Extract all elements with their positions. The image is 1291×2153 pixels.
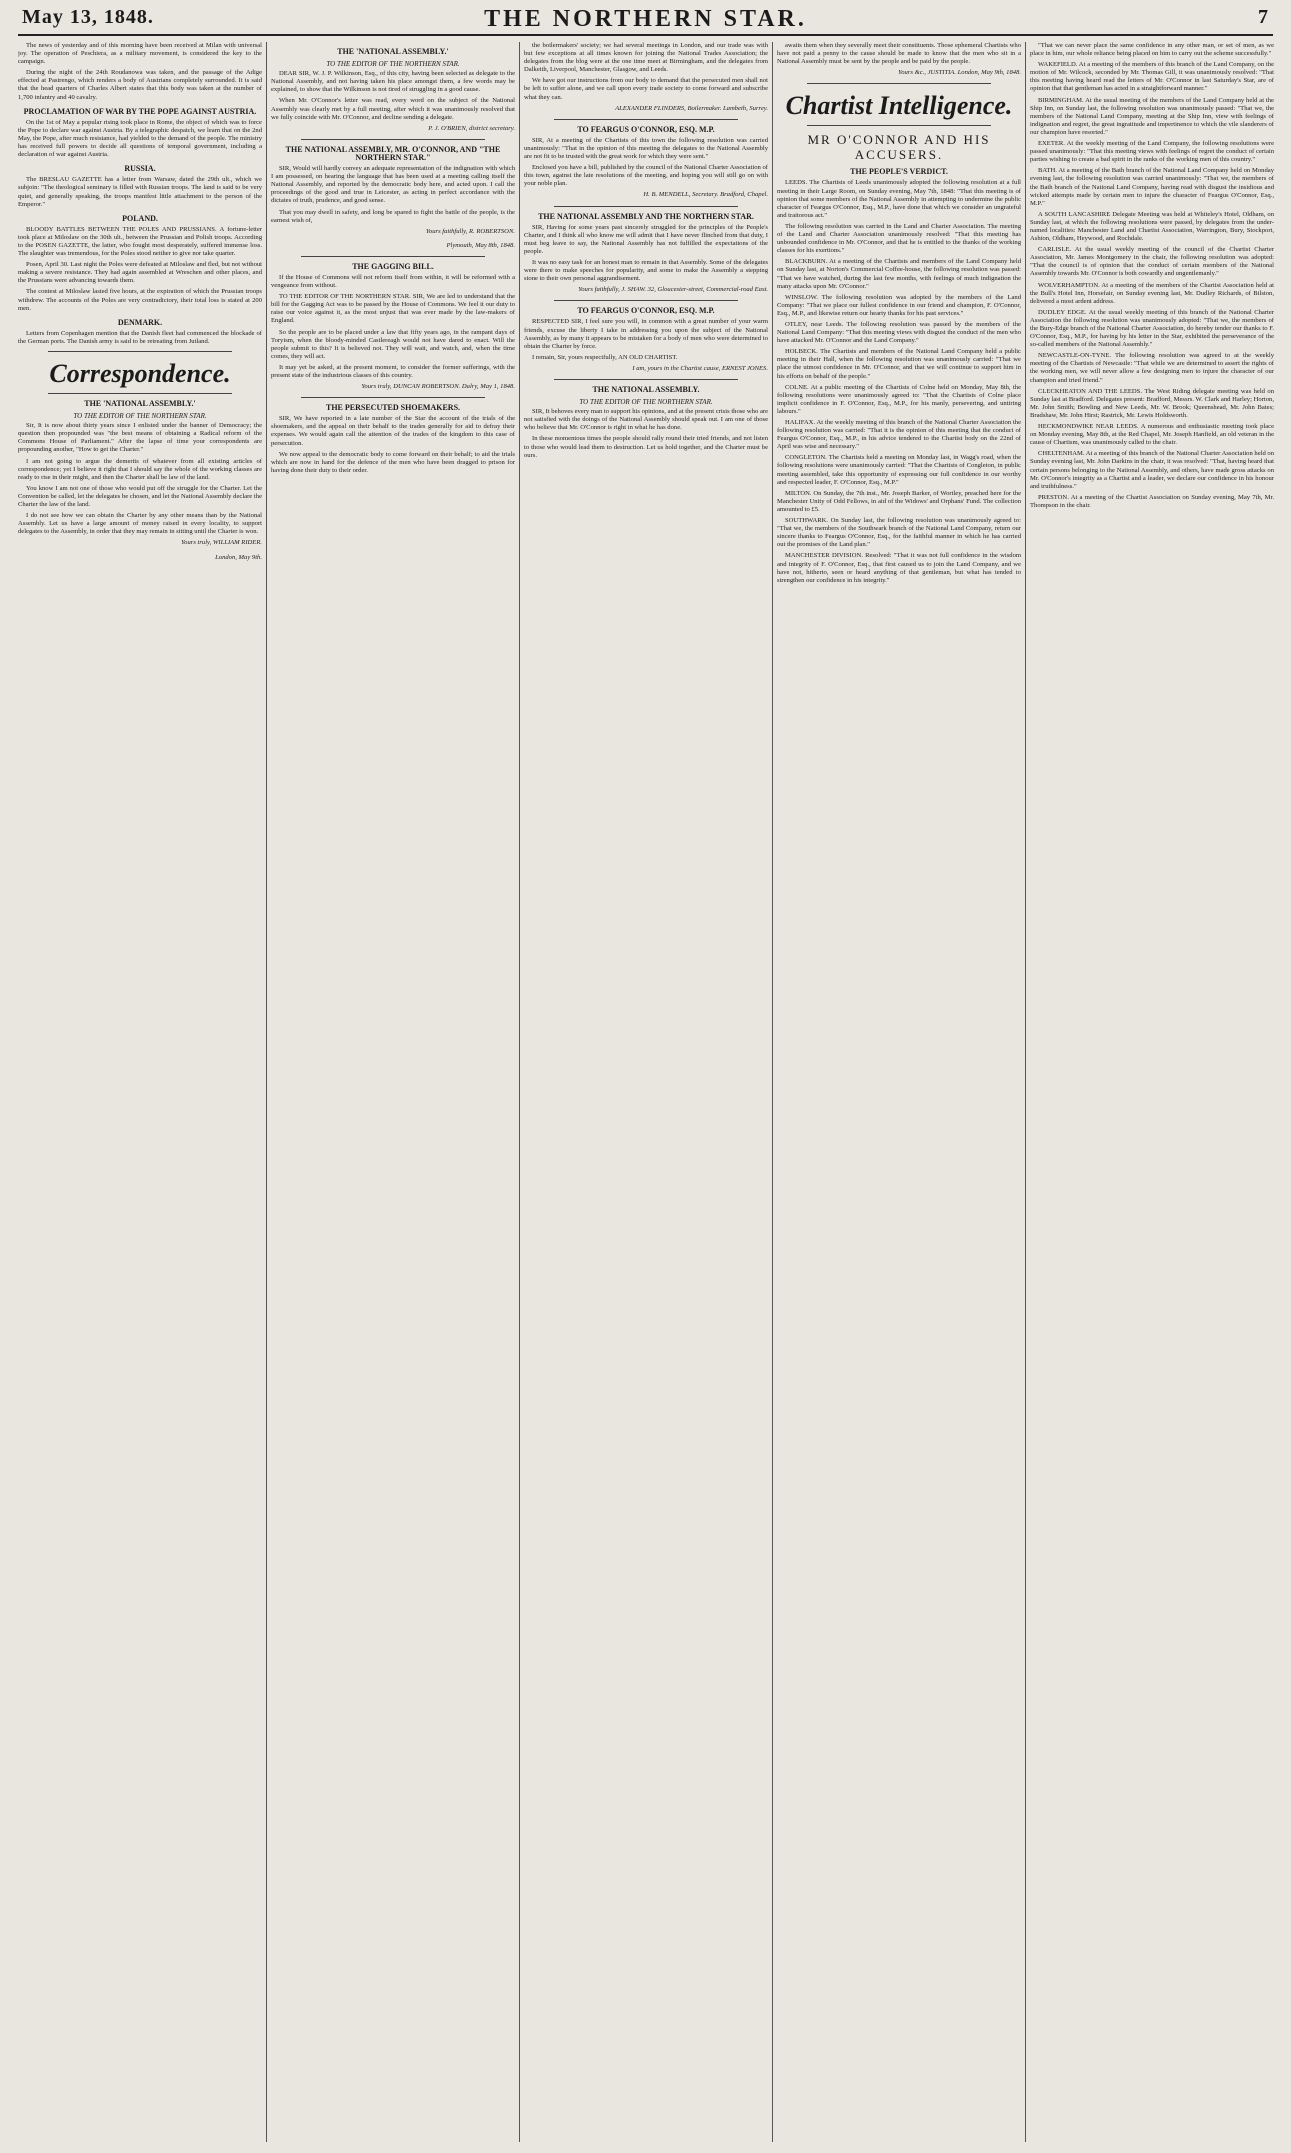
- dateline: Plymouth, May 8th, 1848.: [446, 241, 515, 249]
- article-paragraph: "That we can never place the same confidence in any other man, or set of men, as we place in him, our whole reliance being placed on him to carry out the scheme successfully.": [1030, 42, 1274, 58]
- article-paragraph: You know I am not one of those who would put off the struggle for the Charter. Let the Convention be called, let the delegates be chosen, and let the National Assembly declare the Charter the law of the land.: [18, 484, 262, 509]
- article-paragraph: I do not see how we can obtain the Charter by any other means than by the National Assembly. Let us have a large amount of money raised in every locality, to support delegates to the Assembly, in order that they may remain in sitting until the Charter is won.: [18, 512, 262, 536]
- article-paragraph: MILTON. On Sunday, the 7th inst., Mr. Joseph Barker, of Wortley, preached here for the Manchester Unity of Odd Fellows, in aid of the Widows' and Orphans' Fund. The collection amounted to £5.: [777, 489, 1021, 513]
- section-heading: THE PEOPLE'S VERDICT.: [850, 167, 948, 177]
- article-paragraph: WOLVERHAMPTON. At a meeting of the members of the Chartist Association held at the Bull's Hotel Inn, Horsefair, on Sunday evening last, Mr. Dudley Richards, of Bilston, delivered a most ardent address.: [1030, 281, 1274, 305]
- article-paragraph: BLOODY BATTLES BETWEEN THE POLES AND PRUSSIANS. A fortune-letter took place at Miloslaw on the 30th ult., between the Prussian and Polish troops. According to the POSEN GAZETTE, the latter, who fought most desperately, suffered immense loss. The slaughter was tremendous, for the Poles stood neither to give nor take quarter.: [18, 225, 262, 258]
- dateline: London, May 9th.: [215, 553, 262, 561]
- section-heading: THE NATIONAL ASSEMBLY AND THE NORTHERN STAR.: [538, 211, 754, 221]
- article-paragraph: The BRESLAU GAZETTE has a letter from Warsaw, dated the 29th ult., which we subjoin: "The theological seminary is filled with Russian troops. The land is said to be very quiet, and generally speaking, the troops manifest little attachment to the person of the Emperor.": [18, 176, 262, 208]
- article-paragraph: SIR, At a meeting of the Chartists of this town the following resolution was carried unanimously: "That in the opinion of this meeting the delegates to the National Assembly are not fit to be trusted with the great work for which they were sent.": [524, 136, 768, 161]
- article-paragraph: LEEDS. The Chartists of Leeds unanimously adopted the following resolution at a full meeting in their Large Room, on Sunday evening, May 7th, 1848: "That this meeting is of opinion that some members of the National Assembly in attempting to undermine the public character of Feargus O'Connor, Esq., M.P., have done that which we consider an ungrateful and traitorous act.": [777, 179, 1021, 219]
- signature: Yours truly, WILLIAM RIDER.: [181, 539, 262, 547]
- article-paragraph: That you may dwell in safety, and long be spared to fight the battle of the people, is the earnest wish of,: [271, 208, 515, 224]
- article-paragraph: We now appeal to the democratic body to come forward on their behalf; to aid the trials which are now in hand for the defence of the men who have been dragged to prison for having done their duty to their order.: [271, 450, 515, 474]
- divider: [301, 256, 485, 257]
- article-paragraph: CLECKHEATON AND THE LEEDS. The West Riding delegate meeting was held on Sunday last at Bradford. Delegates present: Bradford, Messrs. W. Clark and Harley; Horton, Mr. John Smith; Bowling and New Leeds, Mr. W. Brook; Queenshead, Mr. John Bates; Bradshaw, Mr. John Hirst; Rastrick, Mr. Lewis Holdsworth.: [1030, 387, 1274, 419]
- divider: [301, 397, 485, 398]
- article-paragraph: So the people are to be placed under a law that fifty years ago, in the rampant days of Toryism, when the bloody-minded Castlereagh would not have dared to enact. Will the people submit to this? It is believed not. They will wait, and watch, and, when the time comes, they will act.: [271, 328, 515, 360]
- section-heading: RUSSIA.: [124, 164, 156, 174]
- article-paragraph: DUDLEY EDGE. At the usual weekly meeting of this branch of the National Charter Association the following resolution was unanimously adopted: "That we, the members of the Bury-Edge branch of the National Charter Association, do hereby tender our thanks to F. O'Connor, Esq., M.P., for having by his letter in the Star, exhibited the perseverance of the so-called members of the National Assembly.": [1030, 308, 1274, 349]
- section-heading: THE NATIONAL ASSEMBLY, MR. O'CONNOR, AND "THE NORTHERN STAR.": [285, 144, 501, 162]
- signature: Yours &c., JUSTITIA. London, May 9th, 1848.: [898, 69, 1021, 77]
- column-rule: [519, 42, 520, 2142]
- column-rule: [772, 42, 773, 2142]
- article-paragraph: EXETER. At the weekly meeting of the Land Company, the following resolutions were passed unanimously: "That this meeting views with feelings of regret the conduct of certain parties wishing to create a bad spirit in the ranks of the working men of this country.": [1030, 140, 1274, 164]
- article-paragraph: Enclosed you have a bill, published by the council of the National Charter Association of this town, against the late resolutions of the meeting, and hoping you will still go on with your noble plan.: [524, 164, 768, 188]
- column-3: [524, 42, 768, 2142]
- article-paragraph: TO THE EDITOR OF THE NORTHERN STAR. SIR, We are led to understand that the bill for the Gagging Act was to be passed by the House of Commons. We feel it our duty to raise our voice against it, as the most unjust that was ever made by the law-makers of England.: [271, 293, 515, 325]
- divider: [554, 119, 738, 120]
- signature: H. B. MENDELL, Secretary. Bradford, Chapel.: [643, 191, 768, 199]
- article-paragraph: The news of yesterday and of this morning have been received at Milan with universal joy. The operation of Peschiera, as a military movement, is considered the key to the campaign.: [18, 42, 262, 66]
- article-paragraph: BATH. At a meeting of the Bath branch of the National Land Company held on Monday evening last, the following resolution was carried unanimously: "That we, the members of the Bath branch of the National Land Company, having read with disgust the insidious and wicked attempts made by certain men to injure the character of Feargus O'Connor, Esq., M.P.": [1030, 167, 1274, 207]
- article-paragraph: If the House of Commons will not reform itself from within, it will be reformed with a vengeance from without.: [271, 273, 515, 290]
- issue-date: May 13, 1848.: [22, 6, 154, 28]
- article-paragraph: I remain, Sir, yours respectfully, AN OLD CHARTIST.: [532, 353, 678, 361]
- column-1: [18, 42, 262, 2142]
- divider: [807, 83, 991, 84]
- article-paragraph: OTLEY, near Leeds. The following resolution was passed by the members of the National Land Company: "That this meeting views with disgust the conduct of the men who have attacked Mr. O'Connor and the Land Company.": [777, 320, 1021, 345]
- article-paragraph: SIR, Having for some years past sincerely struggled for the principles of the People's Charter, and I think all who know me will admit that I have never flinched from that duty, I must beg leave to say, the National Assembly has not fulfilled the expectations of the people.: [524, 223, 768, 255]
- section-heading: TO FEARGUS O'CONNOR, ESQ. M.P.: [577, 124, 715, 134]
- divider: [807, 125, 991, 126]
- section-heading: POLAND.: [122, 213, 158, 223]
- article-paragraph: SOUTHWARK. On Sunday last, the following resolution was unanimously agreed to: "That we, the members of the Southwark branch of the National Land Company, return our sincere thanks to Feargus O'Connor, Esq., for the faithful manner in which he has carried out the promises of the Land plan.": [777, 517, 1021, 549]
- article-paragraph: CONGLETON. The Chartists held a meeting on Monday last, in Wagg's road, when the following resolutions were unanimously carried: "That the Chartists of Congleton, in public meeting assembled, take this opportunity of expressing our full confidence in our worthy and respected leader, F. O'Connor, Esq., M.P.": [777, 454, 1021, 486]
- subheading: TO THE EDITOR OF THE NORTHERN STAR.: [73, 412, 207, 421]
- section-heading: PROCLAMATION OF WAR BY THE POPE AGAINST AUSTRIA.: [23, 106, 257, 116]
- masthead: [18, 4, 1273, 36]
- article-paragraph: awaits them when they severally meet their constituents. Those ephemeral Chartists who have not paid a penny to the cause should be made to know that the men who sit in a National Assembly must be sent by the people and be paid by the people.: [777, 42, 1021, 66]
- page-number: 7: [1258, 6, 1269, 28]
- subheading: TO THE EDITOR OF THE NORTHERN STAR.: [579, 398, 713, 407]
- article-paragraph: During the night of the 24th Roudanowa was taken, and the passage of the Adige effected at Pastrengo, which renders a body of Austrians completely surrounded. It is said that the head quarters of Charles Albert states that this body was taken at the number of 1,700 infantry and 40 cavalry.: [18, 69, 262, 101]
- divider: [301, 139, 485, 140]
- column-rule: [1025, 42, 1026, 2142]
- subheading: TO THE EDITOR OF THE NORTHERN STAR.: [326, 60, 460, 69]
- divider: [554, 300, 738, 301]
- section-heading: THE 'NATIONAL ASSEMBLY.': [337, 47, 449, 56]
- article-paragraph: It may yet be asked, at the present moment, to consider the former sufferings, with the present state of the industrious classes of this country.: [271, 363, 515, 379]
- article-paragraph: Posen, April 30. Last night the Poles were defeated at Miloslaw and fled, but not without making a severe resistance. They had again assembled at Wreschen and other places, and the Prussians were advancing towards them.: [18, 261, 262, 285]
- headline: MR O'CONNOR AND HIS ACCUSERS.: [807, 132, 991, 163]
- article-paragraph: WAKEFIELD. At a meeting of the members of this branch of the Land Company, on the motion of Mr. Wilcock, seconded by Mr. Thomas Gill, it was unanimously resolved: "That this meeting having heard read the letters of Mr. O'Connor in last Saturday's Star, are of opinion that that gentleman has acted in a straightforward manner.": [1030, 61, 1274, 93]
- column-rule: [266, 42, 267, 2142]
- article-paragraph: Sir, It is now about thirty years since I enlisted under the banner of Democracy; the question then propounded was "the best means of obtaining a Radical reform of the Commons House of Parliament." After the lapse of time your correspondents are propounding another, "How to get the Charter.": [18, 422, 262, 454]
- article-paragraph: the boilermakers' society; we had several meetings in London, and our trade was with but few exceptions at all times known for joining the National Trades Association; the delegates from the blog were at the one time meet at Birmingham, and the delegates from Dalkeith, Liverpool, Manchester, Glasgow, and Leeds.: [524, 42, 768, 74]
- signature: ALEXANDER FLINDERS, Boilermaker. Lambeth, Surrey.: [615, 104, 768, 112]
- section-heading: THE GAGGING BILL.: [352, 261, 434, 271]
- newspaper-title: THE NORTHERN STAR.: [484, 6, 807, 32]
- article-paragraph: In these momentous times the people should rally round their tried friends, and not listen to those who would lead them to destruction. Let us hold together, and the Charter must be ours.: [524, 435, 768, 459]
- article-paragraph: NEWCASTLE-ON-TYNE. The following resolution was agreed to at the weekly meeting of the Chartists of Newcastle: "That while we are determined to assert the rights of the working men, we will never allow a few designing men to injure the character of our champion and tried friend.": [1030, 352, 1274, 384]
- article-paragraph: SIR, We have reported in a late number of the Star the account of the trials of the shoemakers, and the appeal on their behalf to the trades generally for aid to defray their expenses. We would again call the attention of the trades of the kingdom to this case of persecution.: [271, 415, 515, 447]
- article-paragraph: HALIFAX. At the weekly meeting of this branch of the National Charter Association the following resolution was carried: "That it is the opinion of this meeting that the conduct of Feargus O'Connor, Esq., M.P., in his advice tendered to the Chartist body on the 22nd of April was wise and necessary.": [777, 419, 1021, 451]
- signature: Yours faithfully, J. SHAW. 32, Gloucester-street, Commercial-road East.: [578, 286, 768, 294]
- article-paragraph: BLACKBURN. At a meeting of the Chartists and members of the Land Company held on Sunday last, at Norton's Commercial Coffee-house, the following resolution was passed: "That we have watched, during the last few months, with feelings of much indignation the many attacks upon Mr. O'Connor.": [777, 258, 1021, 290]
- article-paragraph: CHELTENHAM. At a meeting of this branch of the National Charter Association held on Sunday evening last, Mr. John Darkins in the chair, it was resolved: "That, having heard that certain persons belonging to the National Assembly, and others, have made gross attacks on Mr. O'Connor's integrity as a Chartist and a leader, we declare our confidence in his honour and truthfulness.": [1030, 450, 1274, 490]
- article-paragraph: When Mr. O'Connor's letter was read, every word on the subject of the National Assembly was clearly met by a full meeting, after which it was unanimously resolved that we fully coincide with Mr. O'Connor, and decline sending a delegate.: [271, 97, 515, 121]
- divider: [554, 379, 738, 380]
- section-heading: THE PERSECUTED SHOEMAKERS.: [325, 403, 461, 413]
- article-paragraph: It was no easy task for an honest man to remain in that Assembly. Some of the delegates were there to make speeches for popularity, and some to make the Assembly a stepping stone to their own personal aggrandisement.: [524, 258, 768, 283]
- article-paragraph: Letters from Copenhagen mention that the Danish fleet had commenced the blockade of the German ports. The Danish army is said to be retreating from Jutland.: [18, 329, 262, 345]
- article-paragraph: BIRMINGHAM. At the usual meeting of the members of the Land Company held at the Ship Inn, on Sunday last, the following resolution was unanimously passed: "That we, the members of the National Land Company, meeting at the Ship Inn, view with feelings of indignation and regret, the great ingratitude and impertinence to which the vile slanderers of our champion have resorted.": [1030, 96, 1274, 136]
- article-paragraph: CARLISLE. At the usual weekly meeting of the council of the Chartist Charter Association, Mr. James Montgomery in the chair, the following resolution was adopted: "That the council is of opinion that the conduct of certain members of the National Assembly towards Mr. O'Connor is both cowardly and ungentlemanly.": [1030, 246, 1274, 278]
- section-heading: TO FEARGUS O'CONNOR, ESQ. M.P.: [577, 306, 715, 316]
- article-paragraph: The contest at Miloslaw lasted five hours, at the expiration of which the Prussian troops withdrew. The accounts of the Poles are very contradictory, their total loss is stated at 200 men.: [18, 288, 262, 312]
- signature: I am, yours in the Chartist cause, ERNEST JONES.: [632, 364, 768, 372]
- article-paragraph: HOLBECK. The Chartists and members of the National Land Company held a public meeting in their Hall, when the following resolution was unanimously carried: "That we place the utmost confidence in Mr. O'Connor, and that we will continue to support him in his efforts on behalf of the people.": [777, 348, 1021, 380]
- article-paragraph: SIR, It behoves every man to support his opinions, and at the present crisis those who are not satisfied with the doings of the National Assembly should speak out. I am one of those who believe that Mr. O'Connor is right in what he has done.: [524, 408, 768, 432]
- signature: P. J. O'BRIEN, district secretary.: [428, 124, 515, 132]
- column-4: [777, 42, 1021, 2142]
- article-paragraph: The following resolution was carried in the Land and Charter Association. The meeting of the Land and Charter Association unanimously resolved: "That this meeting has unbounded confidence in Mr. O'Connor, and that he is entitled to the thanks of the working classes for his exertions.": [777, 222, 1021, 255]
- article-paragraph: RESPECTED SIR, I feel sure you will, in common with a great number of your warm friends, excuse the liberty I take in addressing you upon the subject of the National Assembly, as by many it appears to be mistaken for a body of men who were determined to obtain the Charter by force.: [524, 318, 768, 350]
- section-banner: Chartist Intelligence.: [785, 91, 1013, 121]
- section-heading: THE NATIONAL ASSEMBLY.: [592, 385, 700, 394]
- article-paragraph: HECKMONDWIKE NEAR LEEDS. A numerous and enthusiastic meeting took place on Monday evening, May 8th, at the Red Chapel, Mr. Joseph Hanfield, an old veteran in the cause of Chartism, was unanimously called to the chair.: [1030, 423, 1274, 447]
- article-paragraph: SIR, Would will hardly convey an adequate representation of the indignation with which I am possessed, on hearing the language that has been used at a meeting calling itself the National Assembly, and reported by the democratic body here, and acted upon. I call the proceedings of the good and true in Leicester, as acting in perfect accordance with the dictates of truth, prudence, and good sense.: [271, 165, 515, 205]
- article-paragraph: COLNE. At a public meeting of the Chartists of Colne held on Monday, May 8th, the following resolutions were unanimously agreed to: "That the Chartists of Colne place implicit confidence in F. O'Connor, Esq., M.P., for his manly, persevering, and untiring labours.": [777, 383, 1021, 415]
- article-paragraph: A SOUTH LANCASHIRE Delegate Meeting was held at Whiteley's Hotel, Oldham, on Sunday last, at which the following resolutions were passed, by delegates from the under-named localities: Manchester Land and Chartist Association, Warrington, Bury, Stockport, Ashton, Oldham, Heywood, and Rochdale.: [1030, 210, 1274, 243]
- divider: [554, 206, 738, 207]
- article-paragraph: I am not going to argue the demerits of whatever from all existing articles of correspondence; yet I believe it right that I should say the whole of the working classes are ready to rise in their might, and then the Charter shall be law of the land.: [18, 457, 262, 481]
- article-paragraph: MANCHESTER DIVISION. Resolved: "That it was not full confidence in the wisdom and integrity of F. O'Connor, Esq., that first caused us to join the Land Company, and we have not, hitherto, seen or heard anything of that gentleman, but what has tended to strengthen our confidence in his integrity.": [777, 552, 1021, 584]
- article-paragraph: WINSLOW. The following resolution was adopted by the members of the Land Company: "That we place our fullest confidence in our friend and champion, F. O'Connor, Esq., M.P., and likewise return our hearty thanks for his past services.": [777, 293, 1021, 317]
- article-paragraph: DEAR SIR, W. J. P. Wilkinson, Esq., of this city, having been selected as delegate to the National Assembly, and not having taken his place amongst them, a few words may be explained, to show that the Wilkinson is not tired of struggling in a good cause.: [271, 70, 515, 94]
- section-heading: DENMARK.: [117, 317, 163, 327]
- article-paragraph: We have got our instructions from our body to demand that the persecuted men shall not be left to suffer alone, and we call upon every trade society to come forward and subscribe what they can.: [524, 77, 768, 101]
- divider: [48, 351, 232, 352]
- signature: Yours truly, DUNCAN ROBERTSON. Dalry, May 1, 1848.: [361, 383, 515, 391]
- article-paragraph: On the 1st of May a popular rising took place in Rome, the object of which was to force the Pope to declare war against Austria. By a telegraphic despatch, we learn that on the 2nd May, the Pope, after much resistance, had yielded to the demand of the people. The ministry has received full powers to decide all questions of temporal government, including a declaration of war against Austria.: [18, 118, 262, 159]
- section-banner: Correspondence.: [49, 359, 231, 388]
- divider: [48, 393, 232, 394]
- column-5: [1030, 42, 1274, 2142]
- article-paragraph: PRESTON. At a meeting of the Chartist Association on Sunday evening, May 7th, Mr. Thompson in the chair.: [1030, 493, 1274, 509]
- column-2: [271, 42, 515, 2142]
- signature: Yours faithfully, R. ROBERTSON.: [425, 227, 515, 235]
- section-heading: THE 'NATIONAL ASSEMBLY.': [84, 399, 196, 408]
